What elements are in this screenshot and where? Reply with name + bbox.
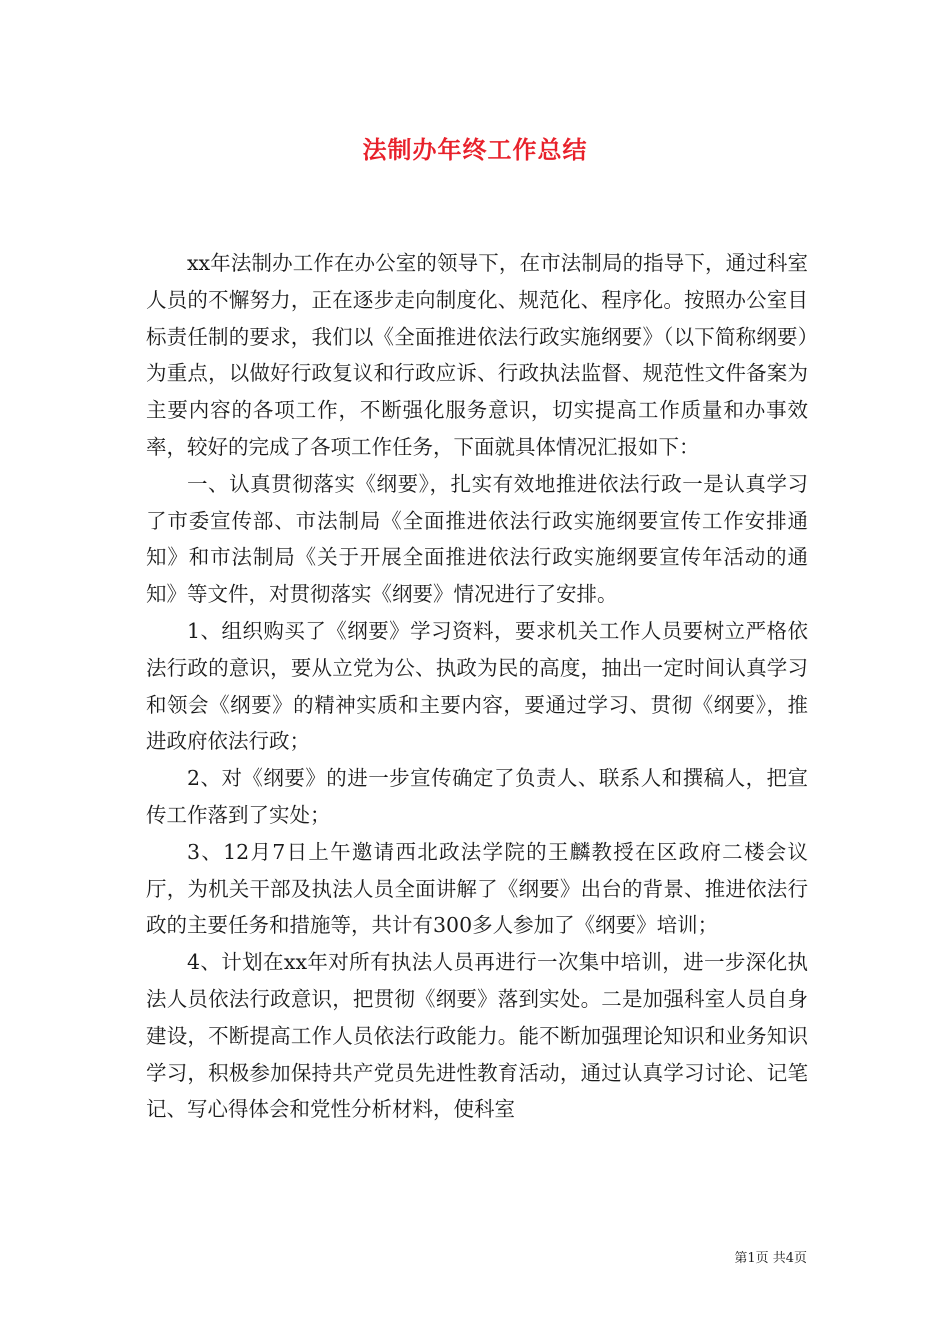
paragraph-section-one: 一、认真贯彻落实《纲要》，扎实有效地推进依法行政一是认真学习了市委宣传部、市法制局《全面推进依法行政实施纲要宣传工作安排通知》和市法制局《关于开展全面推进依法行政实施纲要宣传年活动的通知》等文件，对贯彻落实《纲要》情况进行了安排。 [146, 471, 808, 607]
paragraph-item-3: 3、12月7日上午邀请西北政法学院的王麟教授在区政府二楼会议厅，为机关干部及执法人员全面讲解了《纲要》出台的背景、推进依法行政的主要任务和措施等，共计有300多人参加了《纲要》培训； [146, 839, 808, 938]
document-title: 法制办年终工作总结 [362, 135, 588, 164]
paragraph-item-1: 1、组织购买了《纲要》学习资料，要求机关工作人员要树立严格依法行政的意识，要从立党为公、执政为民的高度，抽出一定时间认真学习和领会《纲要》的精神实质和主要内容，要通过学习、贯彻《纲要》，推进政府依法行政； [146, 618, 808, 754]
document-body [146, 245, 808, 1128]
page-number: 第1页 共4页 [734, 1251, 807, 1266]
paragraph-intro: xx年法制办工作在办公室的领导下，在市法制局的指导下，通过科室人员的不懈努力，正在逐步走向制度化、规范化、程序化。按照办公室目标责任制的要求，我们以《全面推进依法行政实施纲要》（以下简称纲要）为重点，以做好行政复议和行政应诉、行政执法监督、规范性文件备案为主要内容的各项工作，不断强化服务意识，切实提高工作质量和办事效率，较好的完成了各项工作任务，下面就具体情况汇报如下： [146, 251, 808, 459]
paragraph-item-4: 4、计划在xx年对所有执法人员再进行一次集中培训，进一步深化执法人员依法行政意识，把贯彻《纲要》落到实处。二是加强科室人员自身建设，不断提高工作人员依法行政能力。能不断加强理论知识和业务知识学习，积极参加保持共产党员先进性教育活动，通过认真学习讨论、记笔记、写心得体会和党性分析材料，使科室 [146, 950, 808, 1122]
paragraph-item-2: 2、对《纲要》的进一步宣传确定了负责人、联系人和撰稿人，把宣传工作落到了实处； [146, 766, 808, 827]
